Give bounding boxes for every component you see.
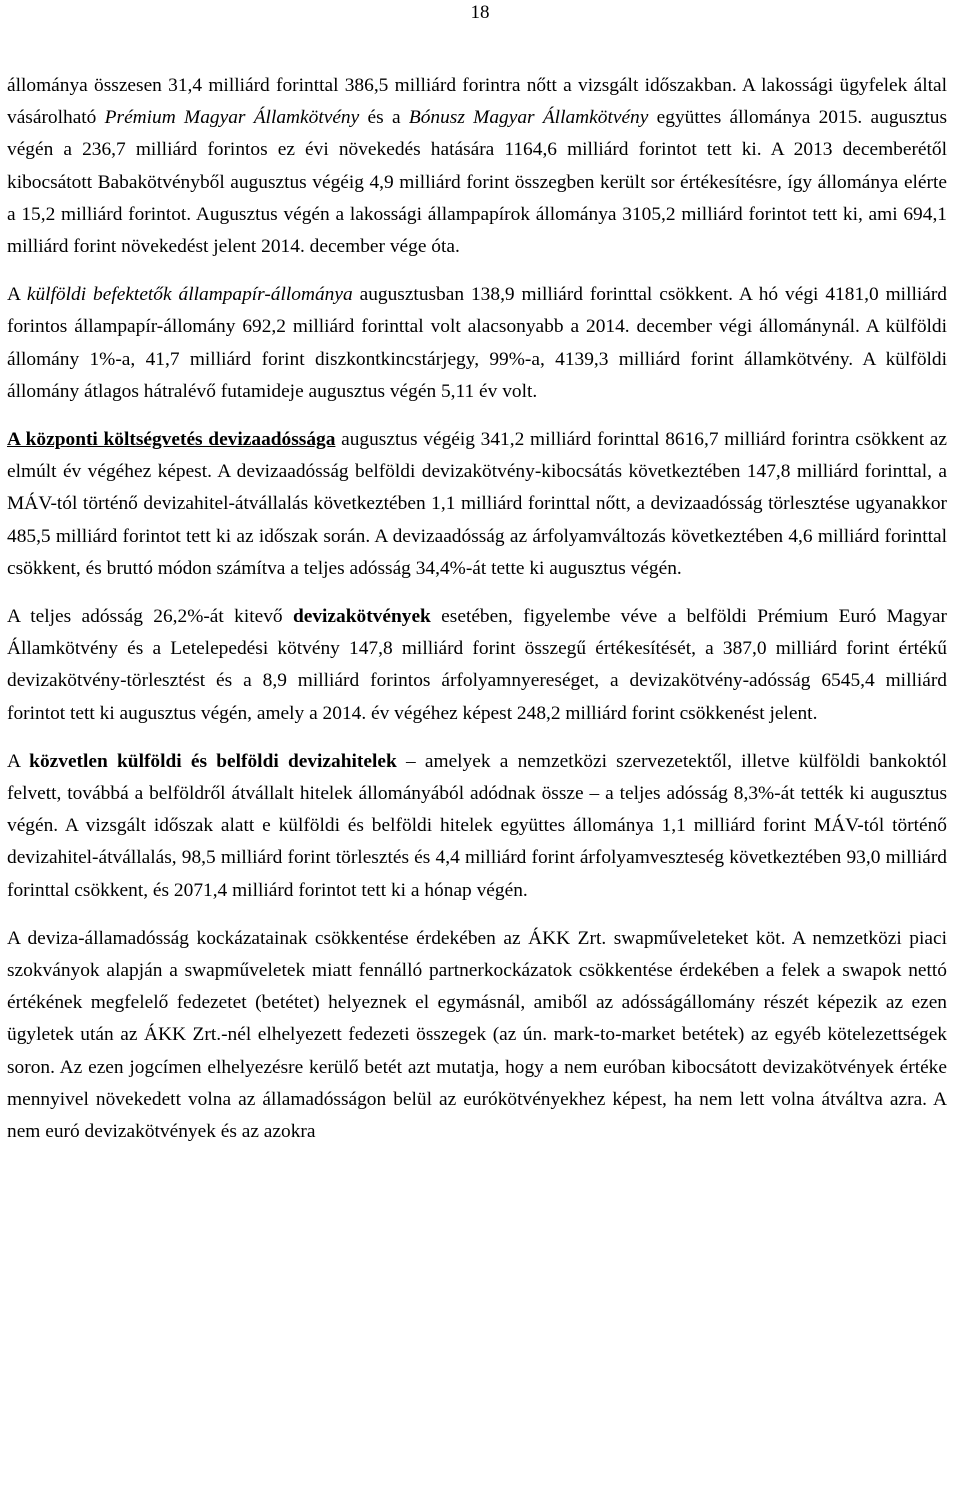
paragraph-lakossagi-allampapirok — [7, 70, 947, 263]
page-number: 18 — [470, 2, 490, 23]
text-run: augusztus végéig 341,2 milliárd forinttal 8616,7 milliárd forintra csökkent az elmúlt év végéhez képest. A devizaadósság belföldi devizakötvény-kibocsátás következtében 147,8 milliárd forinttal, a MÁV-tól történő devizahitel-átvállalás következtében 1,1 milliárd forinttal nőtt, a devizaadósság törlesztése ugyanakkor 485,5 milliárd forintot tett ki az időszak során. A devizaadósság az árfolyamváltozás következtében 4,6 milliárd forinttal csökkent, és bruttó módon számítva a teljes adósság 34,4%-át tette ki augusztus végén. — [7, 429, 947, 579]
text-run: A — [7, 750, 30, 772]
bold-term: A központi költségvetés devizaadóssága — [7, 429, 336, 451]
text-run: A teljes adósság 26,2%-át kitevő — [7, 606, 293, 628]
text-run: A deviza-államadósság kockázatainak csökkentése érdekében az ÁKK Zrt. swapműveleteket köt. A nemzetközi piaci szokványok alapján a swapműveletek miatt fennálló partnerkockázatok csökkentése érdekében a felek a swapok nettó értékének megfelelő fedezetet (betétet) helyeznek el egymásnál, amiből az adósságállomány részét képezik az ezen ügyletek után az ÁKK Zrt.-nél elhelyezett fedezeti összegek (az ún. mark-to-market betétek) az egyéb kötelezettségek soron. Az ezen jogcímen elhelyezésre kerülő betét azt mutatja, hogy a nem euróban kibocsátott devizakötvények értéke mennyivel növekedett volna az államadósságon belül az eurókötvényekhez képest, ha nem lett volna átváltva azra. A nem euró devizakötvények és az azokra — [7, 927, 947, 1143]
paragraph-devizakotvenyek — [7, 601, 947, 730]
text-run: együttes állománya 2015. augusztus végén a 236,7 milliárd forintos ez évi növekedés hatására 1164,6 milliárd forintot tett ki. A 2013 decemberétől kibocsátott Babakötvényből augusztus végéig 4,9 milliárd forint összegben került sor értékesítésre, így állománya elérte a 15,2 milliárd forintot. Augusztus végén a lakossági állampapírok állománya 3105,2 milliárd forintot tett ki, ami 694,1 milliárd forint növekedést jelent 2014. december vége óta. — [7, 107, 947, 258]
text-run: augusztusban 138,9 milliárd forinttal csökkent. A hó végi 4181,0 milliárd forintos állampapír-állomány 692,2 milliárd forinttal volt alacsonyabb a 2014. december végi állománynál. A külföldi állomány 1%-a, 41,7 milliárd forint diszkontkincstárjegy, 99%-a, 4139,3 milliárd forint államkötvény. A külföldi állomány átlagos hátralévő futamideje augusztus végén 5,11 év volt. — [7, 284, 947, 402]
text-run: A — [7, 284, 27, 306]
paragraph-swapmuveletek — [7, 923, 947, 1148]
italic-term: Prémium Magyar Államkötvény — [104, 107, 360, 129]
document-body — [7, 70, 947, 1164]
text-run: és a — [359, 107, 409, 129]
bold-term: közvetlen külföldi és belföldi devizahitelek — [29, 750, 397, 772]
italic-term: Bónusz Magyar Államkötvény — [408, 107, 649, 129]
text-run: állománya összesen 31,4 milliárd forinttal 386,5 milliárd forintra nőtt a vizsgált időszakban. A lakossági ügyfelek által vásárolható — [7, 75, 947, 129]
paragraph-kulfoldi-befektetok — [7, 279, 947, 408]
text-run: esetében, figyelembe véve a belföldi Prémium Euró Magyar Államkötvény és a Letelepedési kötvény 147,8 milliárd forint összegű értékesítését, a 387,0 milliárd forint értékű devizakötvény-törlesztést és a 8,9 milliárd forintos árfolyamnyereséget, a devizakötvény-adósság 6545,4 milliárd forintot tett ki augusztus végén, amely a 2014. év végéhez képest 248,2 milliárd forint csökkenést jelent. — [7, 606, 947, 724]
paragraph-devizahitelek — [7, 746, 947, 907]
paragraph-devizaadossag — [7, 424, 947, 585]
text-run: – amelyek a nemzetközi szervezetektől, illetve külföldi bankoktól felvett, továbbá a belföldről átvállalt hitelek állományából adódnak össze – a teljes adósság 8,3%-át tették ki augusztus végén. A vizsgált időszak alatt e külföldi és belföldi hitelek együttes állománya 1,1 milliárd forint MÁV-tól történő devizahitel-átvállalás, 98,5 milliárd forint törlesztés és 4,4 milliárd forint árfolyamveszteség következtében 93,0 milliárd forinttal csökkent, és 2071,4 milliárd forintot tett ki a hónap végén. — [7, 750, 947, 901]
bold-term: devizakötvények — [292, 606, 431, 628]
italic-term: külföldi befektetők állampapír-állománya — [26, 284, 353, 306]
